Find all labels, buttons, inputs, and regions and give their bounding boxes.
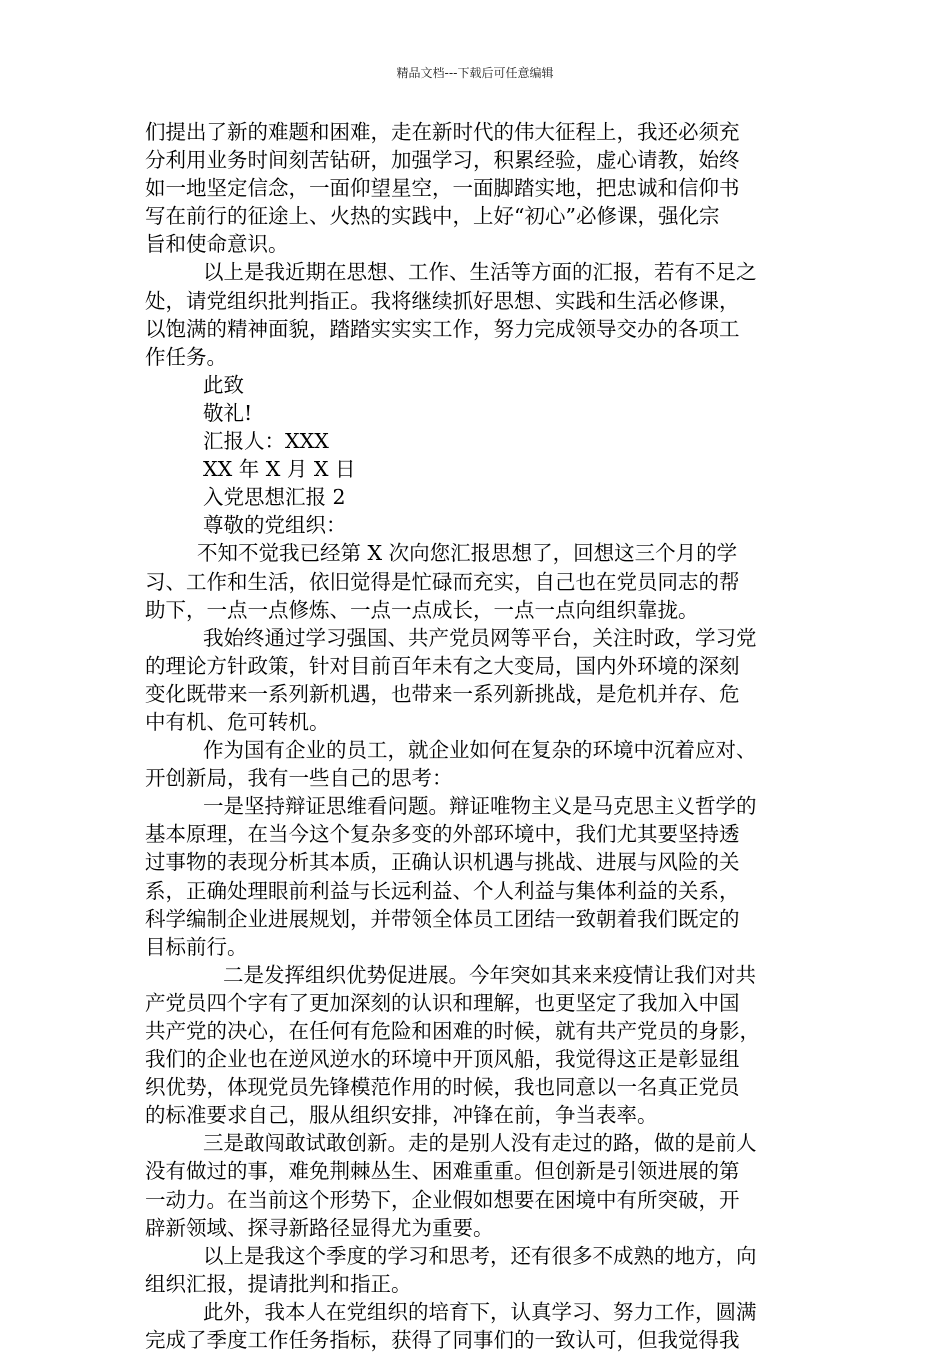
text-line: 没有做过的事，难免荆棘丛生、困难重重。但创新是引领进展的第: [145, 1159, 740, 1184]
text-line: 以上是我近期在思想、工作、生活等方面的汇报，若有不足之: [203, 260, 757, 285]
text-line: 以上是我这个季度的学习和思考，还有很多不成熟的地方，向: [203, 1243, 757, 1268]
text-line: 如一地坚定信念，一面仰望星空，一面脚踏实地，把忠诚和信仰书: [145, 176, 740, 201]
text-line: 助下，一点一点修炼、一点一点成长，一点一点向组织靠拢。: [145, 597, 699, 622]
text-line: 二是发挥组织优势促进展。今年突如其来来疫情让我们对共: [223, 962, 756, 987]
text-line: 三是敢闯敢试敢创新。走的是别人没有走过的路，做的是前人: [203, 1131, 757, 1156]
text-line: 目标前行。: [145, 934, 248, 959]
text-line: 中有机、危可转机。: [145, 709, 330, 734]
date-line: XX 年 X 月 X 日: [203, 457, 356, 482]
text-line: 的标准要求自己，服从组织安排，冲锋在前，争当表率。: [145, 1103, 658, 1128]
text-line: 开创新局，我有一些自己的思考：: [145, 766, 453, 791]
text-line: 完成了季度工作任务指标，获得了同事们的一致认可，但我觉得我: [145, 1328, 740, 1353]
text-line: 习、工作和生活，依旧觉得是忙碌而充实，自己也在党员同志的帮: [145, 569, 740, 594]
text-line: 我始终通过学习强国、共产党员网等平台，关注时政，学习党: [203, 625, 757, 650]
text-line: 一是坚持辩证思维看问题。辩证唯物主义是马克思主义哲学的: [203, 794, 757, 819]
document-body: [145, 118, 815, 1354]
text-line: 们提出了新的难题和困难，走在新时代的伟大征程上，我还必须充: [145, 120, 740, 144]
salutation-line: 尊敬的党组织：: [203, 513, 347, 538]
text-line: 分利用业务时间刻苦钻研，加强学习，积累经验，虚心请教，始终: [145, 148, 740, 173]
text-line: 的理论方针政策，针对目前百年未有之大变局，国内外环境的深刻: [145, 653, 740, 678]
text-line: 作为国有企业的员工，就企业如何在复杂的环境中沉着应对、: [203, 738, 757, 763]
text-line: 产党员四个字有了更加深刻的认识和理解，也更坚定了我加入中国: [145, 990, 740, 1015]
page-header: 精品文档---下载后可任意编辑: [396, 66, 554, 80]
text-line: 共产党的决心，在任何有危险和困难的时候，就有共产党员的身影，: [145, 1019, 760, 1043]
text-line: 不知不觉我已经第 X 次向您汇报思想了，回想这三个月的学: [197, 541, 738, 566]
text-line: 过事物的表现分析其本质，正确认识机遇与挑战、进展与风险的关: [145, 850, 740, 875]
closing-line: 此致: [203, 372, 244, 397]
text-line: 写在前行的征途上、火热的实践中，上好“初心”必修课，强化宗: [145, 204, 720, 229]
text-line: 我们的企业也在逆风逆水的环境中开顶风船，我觉得这正是彰显组: [145, 1047, 740, 1072]
text-line: 织优势，体现党员先锋模范作用的时候，我也同意以一名真正党员: [145, 1075, 740, 1100]
text-line: 系，正确处理眼前利益与长远利益、个人利益与集体利益的关系，: [145, 878, 740, 903]
text-line: 旨和使命意识。: [145, 232, 289, 257]
text-line: 此外，我本人在党组织的培育下，认真学习、努力工作，圆满: [203, 1299, 757, 1324]
text-line: 组织汇报，提请批判和指正。: [145, 1271, 412, 1296]
reporter-line: 汇报人：XXX: [203, 429, 329, 454]
text-line: 辟新领域、探寻新路径显得尤为重要。: [145, 1215, 494, 1240]
text-line: 基本原理，在当今这个复杂多变的外部环境中，我们尤其要坚持透: [145, 822, 740, 847]
text-line: 变化既带来一系列新机遇，也带来一系列新挑战，是危机并存、危: [145, 681, 740, 706]
text-line: 以饱满的精神面貌，踏踏实实实工作，努力完成领导交办的各项工: [145, 316, 740, 341]
text-line: 一动力。在当前这个形势下，企业假如想要在困境中有所突破，开: [145, 1187, 740, 1212]
text-line: 科学编制企业进展规划，并带领全体员工团结一致朝着我们既定的: [145, 906, 740, 931]
closing-line: 敬礼!: [203, 400, 253, 425]
section-title: 入党思想汇报 2: [203, 485, 346, 510]
text-line: 作任务。: [145, 344, 227, 369]
text-line: 处，请党组织批判指正。我将继续抓好思想、实践和生活必修课，: [145, 288, 740, 313]
